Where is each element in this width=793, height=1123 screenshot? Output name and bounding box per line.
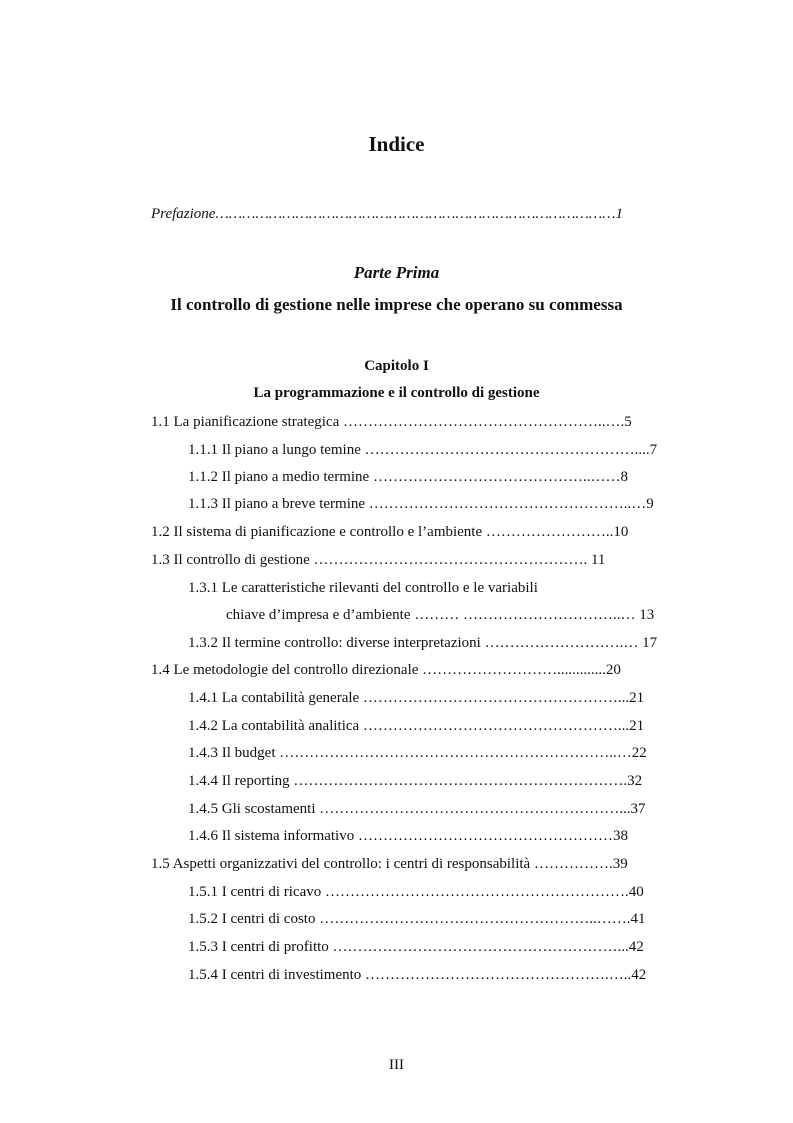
toc-entry: 1.4.2 La contabilità analitica ……………………………………………...21 [188, 718, 645, 734]
toc-entry: 1.4.3 Il budget …………………………………………………………..…22 [188, 745, 647, 761]
toc-entry: 1.5.2 I centri di costo ………………………………………………..…….41 [188, 911, 646, 927]
toc-entry: 1.4 Le metodologie del controllo direzionale ……………………….............20 [151, 662, 621, 678]
toc-entry: 1.5.4 I centri di investimento ………………………………………….…..42 [188, 967, 647, 983]
toc-entry: 1.1.3 Il piano a breve termine ……………………………………………..…9 [188, 496, 654, 512]
page-title: Indice [368, 132, 425, 156]
toc-entry: 1.4.6 Il sistema informativo ……………………………………………38 [188, 828, 628, 844]
toc-entry: 1.4.5 Gli scostamenti ……………………………………………………...37 [188, 801, 646, 817]
part-label: Parte Prima [353, 263, 440, 282]
toc-entry: 1.5.1 I centri di ricavo …………………………………………………….40 [188, 884, 644, 900]
chapter-title: La programmazione e il controllo di gestione [253, 385, 540, 401]
toc-entry: 1.3.1 Le caratteristiche rilevanti del controllo e le variabili [188, 580, 538, 596]
chapter-label: Capitolo I [364, 358, 429, 374]
toc-entry: 1.4.4 Il reporting ………………………………………………………….32 [188, 773, 643, 789]
toc-entry: 1.1 La pianificazione strategica ……………………………………………..….5 [151, 414, 632, 430]
toc-preface: Prefazione………………………………………………………………………………1 [151, 206, 624, 222]
page-number: III [389, 1057, 404, 1073]
part-title: Il controllo di gestione nelle imprese che operano su commessa [170, 295, 623, 314]
toc-entry: 1.4.1 La contabilità generale ……………………………………………...21 [188, 690, 645, 706]
toc-entry: 1.5 Aspetti organizzativi del controllo: i centri di responsabilità …………….39 [151, 856, 628, 872]
toc-entry: 1.3 Il controllo di gestione ………………………………………………. 11 [151, 552, 606, 568]
toc-entry: 1.5.3 I centri di profitto …………………………………………………...42 [188, 939, 644, 955]
toc-entry: 1.1.2 Il piano a medio termine ……………………………………..……8 [188, 469, 628, 485]
toc-entry: 1.3.2 Il termine controllo: diverse interpretazioni ……………………….… 17 [188, 635, 658, 651]
toc-entry: 1.2 Il sistema di pianificazione e controllo e l’ambiente ……………………..10 [151, 524, 629, 540]
toc-entry-continuation: chiave d’impresa e d’ambiente ……… …………………………..… 13 [226, 607, 655, 623]
toc-entry: 1.1.1 Il piano a lungo temine ………………………………………………....7 [188, 442, 658, 458]
